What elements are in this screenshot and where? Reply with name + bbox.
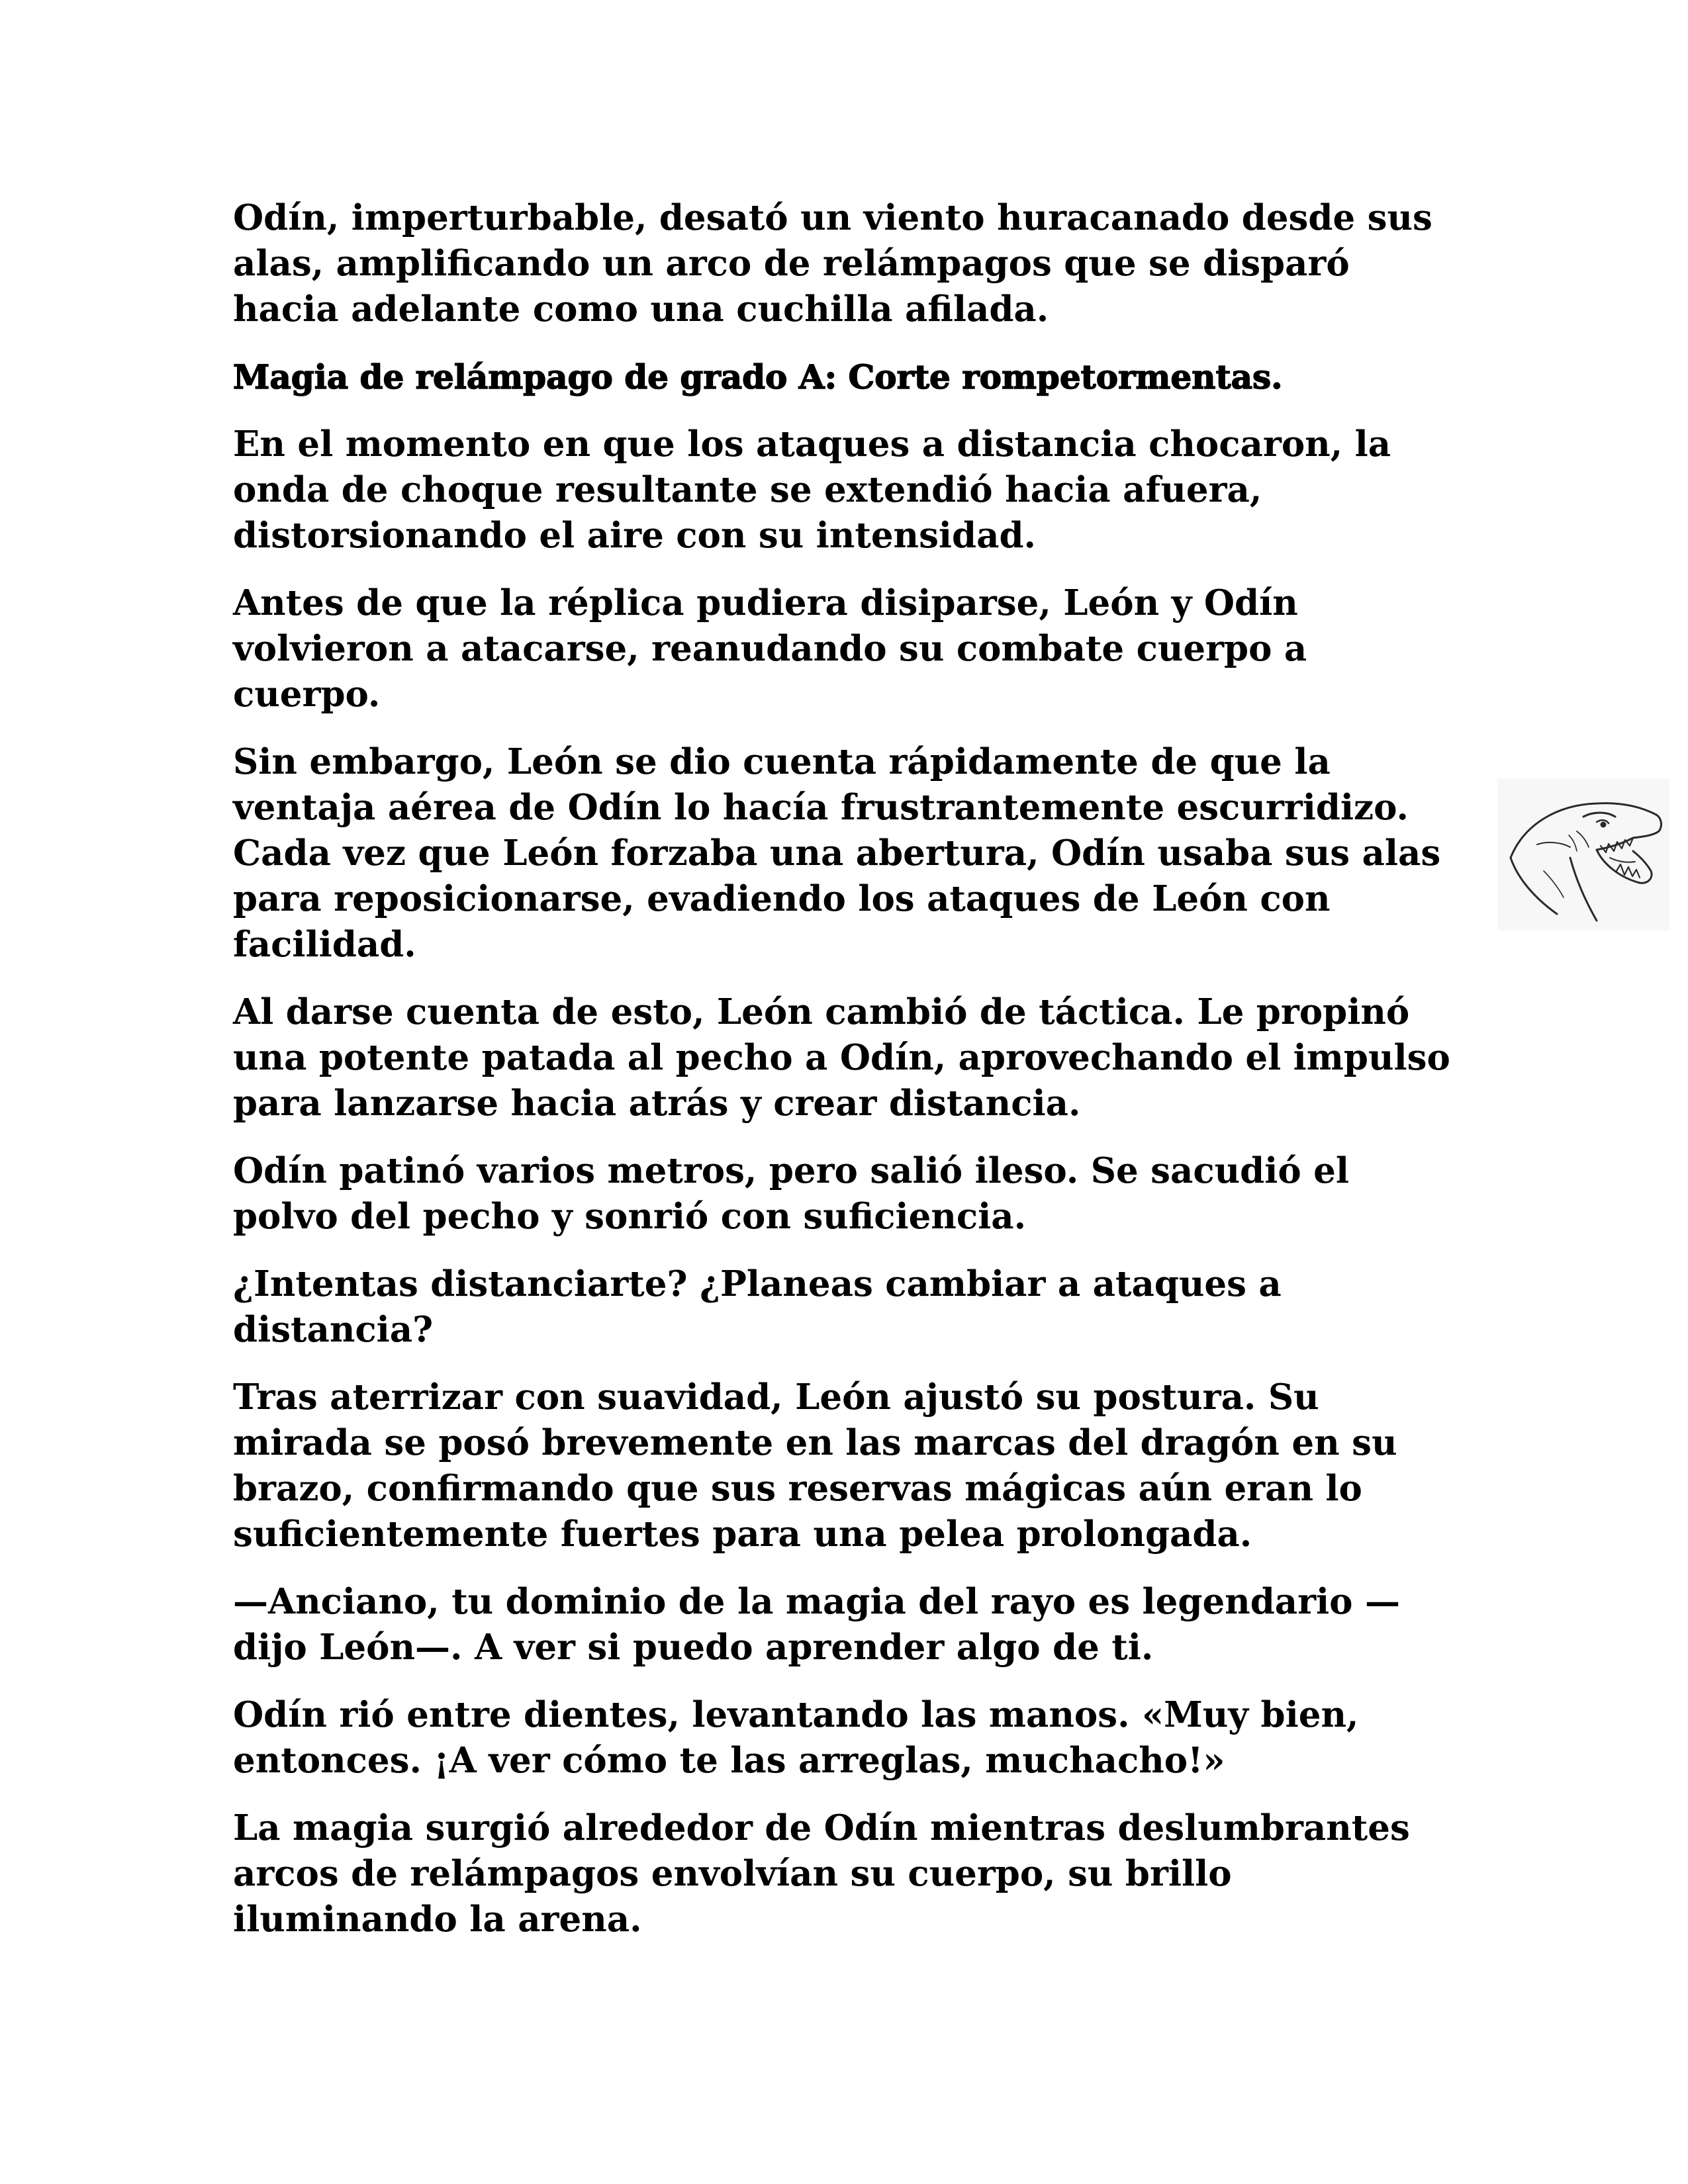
paragraph: Tras aterrizar con suavidad, León ajustó su postura. Su mirada se posó brevemente en las marcas del dragón en su brazo, confirmando que sus reservas mágicas aún eran lo suficientemente fuertes para una pelea prolongada. [233, 1377, 1397, 1555]
spell-heading: Magia de relámpago de grado A: Corte rompetormentas. [233, 357, 1283, 396]
paragraph: Odín, imperturbable, desató un viento huracanado desde sus alas, amplificando un arco de relámpagos que se disparó hacia adelante como una cuchilla afilada. [233, 197, 1432, 330]
paragraph: Al darse cuenta de esto, León cambió de táctica. Le propinó una potente patada al pecho a Odín, aprovechando el impulso para lanzarse hacia atrás y crear distancia. [233, 991, 1450, 1124]
paragraph: Antes de que la réplica pudiera disiparse, León y Odín volvieron a atacarse, reanudando su combate cuerpo a cuerpo. [233, 582, 1307, 715]
paragraph: ¿Intentas distanciarte? ¿Planeas cambiar a ataques a distancia? [233, 1263, 1282, 1350]
dinosaur-head-sketch-icon [1497, 778, 1669, 931]
dialogue-paragraph: Odín rió entre dientes, levantando las manos. «Muy bien, entonces. ¡A ver cómo te las arreglas, muchacho!» [233, 1694, 1359, 1781]
paragraph: Sin embargo, León se dio cuenta rápidamente de que la ventaja aérea de Odín lo hacía frustrantemente escurridizo. Cada vez que León forzaba una abertura, Odín usaba sus alas para reposicionarse, evadiendo los ataques de León con facilidad. [233, 741, 1441, 965]
paragraph: En el momento en que los ataques a distancia chocaron, la onda de choque resultante se extendió hacia afuera, distorsionando el aire con su intensidad. [233, 424, 1391, 556]
paragraph: La magia surgió alrededor de Odín mientras deslumbrantes arcos de relámpagos envolvían su cuerpo, su brillo iluminando la arena. [233, 1807, 1410, 1940]
text-column [233, 195, 1458, 1964]
paragraph: Odín patinó varios metros, pero salió ileso. Se sacudió el polvo del pecho y sonrió con suficiencia. [233, 1150, 1350, 1237]
dialogue-paragraph: —Anciano, tu dominio de la magia del rayo es legendario —dijo León—. A ver si puedo aprender algo de ti. [233, 1581, 1400, 1668]
